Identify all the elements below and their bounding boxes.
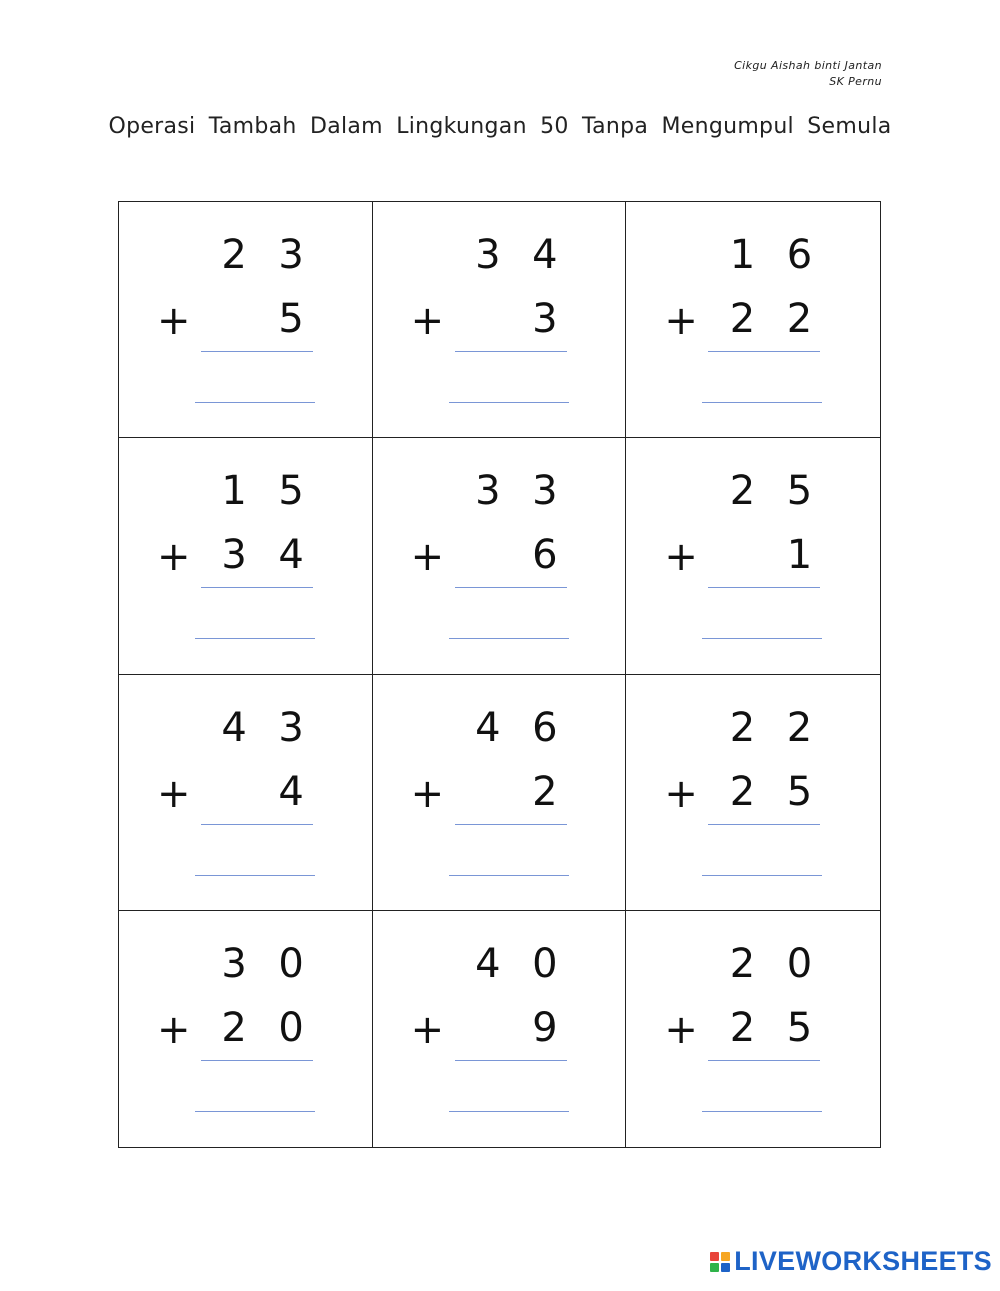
answer-field[interactable] <box>702 402 822 403</box>
addend-bottom <box>206 1005 320 1051</box>
addend-bottom <box>714 769 828 815</box>
ones-digit: 2 <box>786 704 813 751</box>
tens-digit <box>459 532 516 578</box>
answer-field[interactable] <box>449 1111 569 1112</box>
problem-cell <box>119 202 373 438</box>
sum-rule-line <box>708 1060 820 1061</box>
tens-digit <box>459 1005 516 1051</box>
problem-cell <box>373 675 627 911</box>
answer-field[interactable] <box>195 638 315 639</box>
tens-digit: 2 <box>221 1004 247 1051</box>
sum-rule-line <box>201 824 313 825</box>
plus-sign: + <box>410 534 445 581</box>
addend-bottom <box>459 532 573 578</box>
addend-bottom <box>206 769 320 815</box>
tens-digit: 1 <box>729 232 756 278</box>
tens-digit: 3 <box>221 940 247 987</box>
addend-top <box>714 941 828 987</box>
logo-block-blue <box>721 1263 730 1272</box>
plus-sign: + <box>664 534 698 581</box>
ones-digit: 4 <box>532 232 558 278</box>
plus-sign: + <box>157 534 191 581</box>
ones-digit: 0 <box>278 1004 304 1051</box>
tens-digit: 2 <box>729 1004 756 1051</box>
ones-digit: 4 <box>278 532 304 579</box>
sum-rule-line <box>455 587 567 588</box>
tens-digit: 3 <box>475 468 501 515</box>
sum-rule-line <box>455 824 567 825</box>
answer-field[interactable] <box>702 1111 822 1112</box>
addend-top <box>459 232 573 278</box>
problem-cell <box>626 438 880 674</box>
logo-blocks-icon <box>710 1252 730 1272</box>
logo-block-green <box>710 1263 719 1272</box>
ones-digit: 5 <box>786 1004 813 1051</box>
sum-rule-line <box>201 587 313 588</box>
sum-rule-line <box>455 351 567 352</box>
addend-bottom <box>206 296 320 342</box>
school-name: SK Pernu <box>829 75 882 88</box>
addend-top <box>206 232 320 278</box>
ones-digit: 5 <box>786 768 813 815</box>
tens-digit: 1 <box>221 468 247 515</box>
sum-rule-line <box>201 351 313 352</box>
answer-field[interactable] <box>449 875 569 876</box>
tens-digit: 2 <box>729 468 756 515</box>
ones-digit: 0 <box>786 940 813 987</box>
liveworksheets-logo <box>710 1246 992 1277</box>
problem-cell <box>119 438 373 674</box>
ones-digit: 3 <box>278 704 304 751</box>
ones-digit: 2 <box>786 296 813 342</box>
tens-digit: 4 <box>475 940 501 987</box>
answer-field[interactable] <box>702 638 822 639</box>
author-info <box>734 58 882 90</box>
problem-cell <box>119 675 373 911</box>
tens-digit: 2 <box>729 940 756 987</box>
plus-sign: + <box>157 298 191 344</box>
tens-digit: 2 <box>729 704 756 751</box>
addend-bottom <box>714 296 828 342</box>
ones-digit: 5 <box>786 468 813 515</box>
ones-digit: 1 <box>786 532 813 579</box>
plus-sign: + <box>157 1006 191 1053</box>
logo-block-orange <box>721 1252 730 1261</box>
plus-sign: + <box>410 298 445 344</box>
brand-name: LIVEWORKSHEETS <box>734 1246 992 1276</box>
addend-bottom <box>714 532 828 578</box>
ones-digit: 3 <box>532 468 558 515</box>
ones-digit: 6 <box>532 532 558 579</box>
ones-digit: 4 <box>278 768 304 815</box>
tens-digit <box>206 769 263 815</box>
sum-rule-line <box>708 824 820 825</box>
answer-field[interactable] <box>702 875 822 876</box>
problem-cell <box>626 202 880 438</box>
addend-bottom <box>206 532 320 578</box>
ones-digit: 0 <box>278 940 304 987</box>
answer-field[interactable] <box>195 402 315 403</box>
addend-bottom <box>714 1005 828 1051</box>
tens-digit: 2 <box>729 768 756 815</box>
plus-sign: + <box>664 1006 698 1053</box>
ones-digit: 5 <box>278 468 304 515</box>
tens-digit <box>714 532 771 578</box>
problem-cell <box>626 675 880 911</box>
ones-digit: 0 <box>532 940 558 987</box>
logo-block-red <box>710 1252 719 1261</box>
problem-cell <box>373 911 627 1147</box>
answer-field[interactable] <box>195 875 315 876</box>
answer-field[interactable] <box>195 1111 315 1112</box>
addend-bottom <box>459 296 573 342</box>
tens-digit <box>459 769 516 815</box>
problem-cell <box>626 911 880 1147</box>
sum-rule-line <box>455 1060 567 1061</box>
sum-rule-line <box>708 587 820 588</box>
addend-top <box>459 941 573 987</box>
ones-digit: 3 <box>278 232 304 278</box>
addend-top <box>459 468 573 514</box>
ones-digit: 9 <box>532 1004 558 1051</box>
ones-digit: 3 <box>532 296 558 342</box>
tens-digit <box>206 296 263 342</box>
tens-digit: 2 <box>729 296 756 342</box>
plus-sign: + <box>664 770 698 817</box>
addend-top <box>206 941 320 987</box>
answer-field[interactable] <box>449 402 569 403</box>
addend-bottom <box>459 769 573 815</box>
answer-field[interactable] <box>449 638 569 639</box>
plus-sign: + <box>410 770 445 817</box>
problem-cell <box>119 911 373 1147</box>
addend-top <box>206 468 320 514</box>
addend-top <box>714 705 828 751</box>
ones-digit: 6 <box>532 704 558 751</box>
addend-top <box>206 705 320 751</box>
addend-top <box>459 705 573 751</box>
plus-sign: + <box>410 1006 445 1053</box>
ones-digit: 6 <box>786 232 813 278</box>
tens-digit: 2 <box>221 232 247 278</box>
problem-cell <box>373 202 627 438</box>
tens-digit: 3 <box>221 532 247 579</box>
ones-digit: 2 <box>532 768 558 815</box>
addend-top <box>714 232 828 278</box>
addend-bottom <box>459 1005 573 1051</box>
sum-rule-line <box>708 351 820 352</box>
worksheet-title: Operasi Tambah Dalam Lingkungan 50 Tanpa Mengumpul Semula <box>108 114 892 139</box>
problem-grid <box>118 201 881 1148</box>
addend-top <box>714 468 828 514</box>
ones-digit: 5 <box>278 296 304 342</box>
tens-digit: 4 <box>475 704 501 751</box>
tens-digit: 3 <box>475 232 501 278</box>
tens-digit <box>459 296 516 342</box>
author-name: Cikgu Aishah binti Jantan <box>734 59 882 72</box>
plus-sign: + <box>157 770 191 817</box>
sum-rule-line <box>201 1060 313 1061</box>
problem-cell <box>373 438 627 674</box>
plus-sign: + <box>664 298 698 344</box>
tens-digit: 4 <box>221 704 247 751</box>
